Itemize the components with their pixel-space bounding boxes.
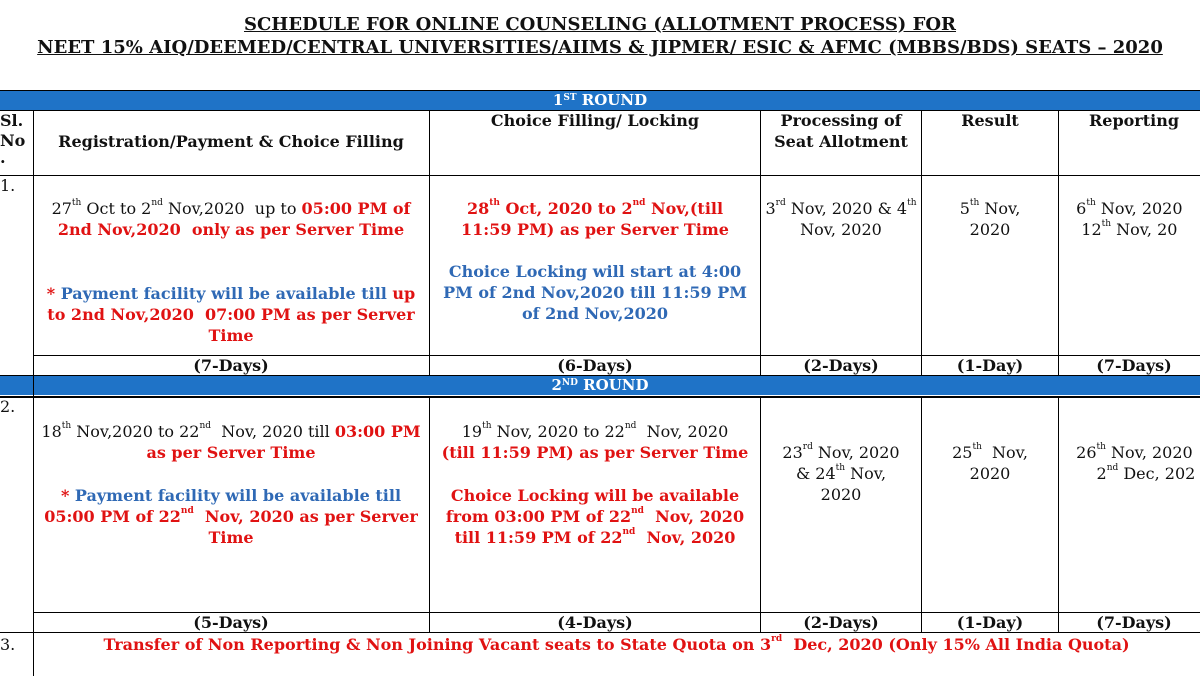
row2-payment-note: * Payment facility will be available till 05:00 PM of 22nd Nov, 2020 as per Server Time xyxy=(44,486,418,547)
document-title-line2: NEET 15% AIQ/DEEMED/CENTRAL UNIVERSITIES/AIIMS & JIPMER/ ESIC & AFMC (MBBS/BDS) SEATS – 2020 xyxy=(37,37,1163,58)
row3-transfer-note: Transfer of Non Reporting & Non Joining Vacant seats to State Quota on 3rd Dec, 2020 (Only 15% All India Quota) xyxy=(103,634,1130,654)
header-reporting: Reporting xyxy=(1088,111,1180,130)
document-title-line1: SCHEDULE FOR ONLINE COUNSELING (ALLOTMENT PROCESS) FOR xyxy=(243,14,957,35)
header-processing: Processing of Seat Allotment xyxy=(774,111,908,151)
row1-choice-filling: 28th Oct, 2020 to 2nd Nov,(till 11:59 PM) as per Server Time xyxy=(461,198,729,239)
round2-band xyxy=(0,376,1200,395)
row2-choice-filling: 19th Nov, 2020 to 22nd Nov, 2020 (till 11:59 PM) as per Server Time xyxy=(441,421,749,462)
row2-result: 25th Nov, 2020 xyxy=(952,442,1028,483)
row2-duration-processing: (2-Days) xyxy=(803,613,879,632)
row1-choice-locking: Choice Locking will start at 4:00 PM of 2nd Nov,2020 till 11:59 PM of 2nd Nov,2020 xyxy=(443,262,747,323)
row1-duration-result: (1-Day) xyxy=(956,356,1024,375)
row2-sl: 2. xyxy=(0,397,16,416)
row1-result: 5th Nov, 2020 xyxy=(959,198,1021,239)
row1-duration-processing: (2-Days) xyxy=(803,356,879,375)
row2-registration-dates: 18th Nov,2020 to 22nd Nov, 2020 till 03:00 PM as per Server Time xyxy=(41,421,421,462)
row2-duration-choice: (4-Days) xyxy=(557,613,633,632)
header-result: Result xyxy=(961,111,1019,130)
row2-duration-reporting: (7-Days) xyxy=(1096,613,1172,632)
row2-processing: 23rd Nov, 2020 & 24th Nov, 2020 xyxy=(782,442,900,504)
round1-band xyxy=(0,91,1200,110)
row1-reporting: 6th Nov, 2020 12th Nov, 20 xyxy=(1066,198,1183,239)
row3-sl: 3. xyxy=(0,635,16,654)
round2-label: 2ND ROUND xyxy=(551,376,649,394)
header-sl-no: Sl. No . xyxy=(0,111,26,167)
row1-duration-registration: (7-Days) xyxy=(193,356,269,375)
row2-reporting: 26th Nov, 2020 2nd Dec, 202 xyxy=(1066,442,1196,483)
row1-sl: 1. xyxy=(0,176,16,195)
row1-payment-note: * Payment facility will be available till up to 2nd Nov,2020 07:00 PM as per Server Time xyxy=(46,284,416,345)
row1-duration-reporting: (7-Days) xyxy=(1096,356,1172,375)
row1-registration-dates: 27th Oct to 2nd Nov,2020 up to 05:00 PM of 2nd Nov,2020 only as per Server Time xyxy=(51,198,411,239)
row2-duration-registration: (5-Days) xyxy=(193,613,269,632)
header-choice-filling: Choice Filling/ Locking xyxy=(490,111,700,130)
row1-processing: 3rd Nov, 2020 & 4th Nov, 2020 xyxy=(765,198,917,239)
row1-duration-choice: (6-Days) xyxy=(557,356,633,375)
header-registration: Registration/Payment & Choice Filling xyxy=(58,132,404,151)
row2-choice-locking: Choice Locking will be available from 03:00 PM of 22nd Nov, 2020 till 11:59 PM of 22nd Nov, 2020 xyxy=(445,486,745,547)
round1-label: 1ST ROUND xyxy=(552,91,648,109)
row2-duration-result: (1-Day) xyxy=(956,613,1024,632)
